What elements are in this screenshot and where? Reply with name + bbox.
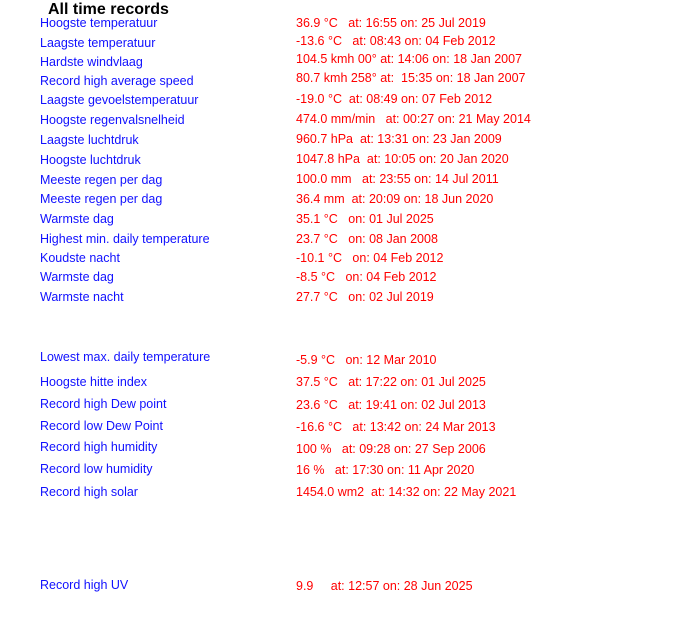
record-row-high-dew-point bbox=[0, 396, 689, 414]
record-label: Record high humidity bbox=[40, 440, 158, 454]
record-row-warmest-day bbox=[0, 211, 689, 229]
record-row-warmest-night bbox=[0, 289, 689, 307]
page-title: All time records bbox=[48, 1, 169, 18]
record-value: 23.6 °C at: 19:41 on: 02 Jul 2013 bbox=[296, 398, 486, 412]
record-label: Record low humidity bbox=[40, 462, 153, 476]
record-value: 1047.8 hPa at: 10:05 on: 20 Jan 2020 bbox=[296, 152, 509, 166]
record-label: Warmste dag bbox=[40, 212, 114, 226]
record-row-heat-index bbox=[0, 374, 689, 392]
record-value: 23.7 °C on: 08 Jan 2008 bbox=[296, 232, 438, 246]
record-label: Highest min. daily temperature bbox=[40, 232, 210, 246]
record-row-high-temperature bbox=[0, 15, 689, 33]
record-label: Laagste luchtdruk bbox=[40, 133, 139, 147]
record-row-high-humidity bbox=[0, 439, 689, 457]
record-row-rain-rate bbox=[0, 112, 689, 130]
record-value: 80.7 kmh 258° at: 15:35 on: 18 Jan 2007 bbox=[296, 71, 526, 85]
record-row-low-windchill bbox=[0, 92, 689, 110]
record-label: Hoogste hitte index bbox=[40, 375, 148, 389]
record-label: Meeste regen per dag bbox=[40, 173, 163, 187]
record-value: 9.9 at: 12:57 on: 28 Jun 2025 bbox=[296, 579, 473, 593]
record-value: -16.6 °C at: 13:42 on: 24 Mar 2013 bbox=[296, 420, 496, 434]
record-label: Record high UV bbox=[40, 578, 129, 592]
record-label: Hoogste regenvalsnelheid bbox=[40, 113, 185, 127]
record-label: Laagste temperatuur bbox=[40, 36, 156, 50]
record-label: Koudste nacht bbox=[40, 251, 120, 265]
record-value: 36.9 °C at: 16:55 on: 25 Jul 2019 bbox=[296, 16, 486, 30]
record-value: 1454.0 wm2 at: 14:32 on: 22 May 2021 bbox=[296, 485, 517, 499]
record-row-low-humidity bbox=[0, 461, 689, 479]
record-row-high-uv bbox=[0, 577, 689, 595]
record-label: Record high solar bbox=[40, 485, 138, 499]
record-label: Record high average speed bbox=[40, 74, 194, 88]
record-row-high-solar bbox=[0, 484, 689, 502]
record-row-rain-per-day-2 bbox=[0, 191, 689, 209]
record-label: Laagste gevoelstemperatuur bbox=[40, 93, 199, 107]
record-value: 37.5 °C at: 17:22 on: 01 Jul 2025 bbox=[296, 375, 486, 389]
record-label: Hoogste luchtdruk bbox=[40, 153, 141, 167]
record-value: -13.6 °C at: 08:43 on: 04 Feb 2012 bbox=[296, 34, 496, 48]
record-row-avg-speed bbox=[0, 73, 689, 91]
record-value: 960.7 hPa at: 13:31 on: 23 Jan 2009 bbox=[296, 132, 502, 146]
record-value: 100.0 mm at: 23:55 on: 14 Jul 2011 bbox=[296, 172, 499, 186]
record-value: -10.1 °C on: 04 Feb 2012 bbox=[296, 251, 444, 265]
record-value: 104.5 kmh 00° at: 14:06 on: 18 Jan 2007 bbox=[296, 52, 523, 66]
record-row-coldest-night bbox=[0, 250, 689, 268]
record-row-low-dew-point bbox=[0, 418, 689, 436]
record-row-warmest-day-2 bbox=[0, 269, 689, 287]
record-label: Lowest max. daily temperature bbox=[40, 350, 211, 364]
record-value: -5.9 °C on: 12 Mar 2010 bbox=[296, 353, 437, 367]
record-value: 100 % at: 09:28 on: 27 Sep 2006 bbox=[296, 442, 486, 456]
record-value: 27.7 °C on: 02 Jul 2019 bbox=[296, 290, 434, 304]
record-label: Hoogste temperatuur bbox=[40, 16, 158, 30]
record-label: Hardste windvlaag bbox=[40, 55, 143, 69]
record-value: 36.4 mm at: 20:09 on: 18 Jun 2020 bbox=[296, 192, 494, 206]
record-value: 16 % at: 17:30 on: 11 Apr 2020 bbox=[296, 463, 475, 477]
record-row-lowest-max-temp bbox=[0, 349, 689, 367]
record-label: Warmste dag bbox=[40, 270, 114, 284]
record-label: Record high Dew point bbox=[40, 397, 167, 411]
record-row-high-pressure bbox=[0, 152, 689, 170]
record-label: Warmste nacht bbox=[40, 290, 124, 304]
record-value: -19.0 °C at: 08:49 on: 07 Feb 2012 bbox=[296, 92, 493, 106]
record-row-rain-per-day-1 bbox=[0, 172, 689, 190]
record-label: Record low Dew Point bbox=[40, 419, 163, 433]
record-row-low-pressure bbox=[0, 132, 689, 150]
record-value: -8.5 °C on: 04 Feb 2012 bbox=[296, 270, 437, 284]
record-label: Meeste regen per dag bbox=[40, 192, 163, 206]
record-value: 474.0 mm/min at: 00:27 on: 21 May 2014 bbox=[296, 112, 531, 126]
record-row-highest-min-temp bbox=[0, 231, 689, 249]
record-value: 35.1 °C on: 01 Jul 2025 bbox=[296, 212, 434, 226]
